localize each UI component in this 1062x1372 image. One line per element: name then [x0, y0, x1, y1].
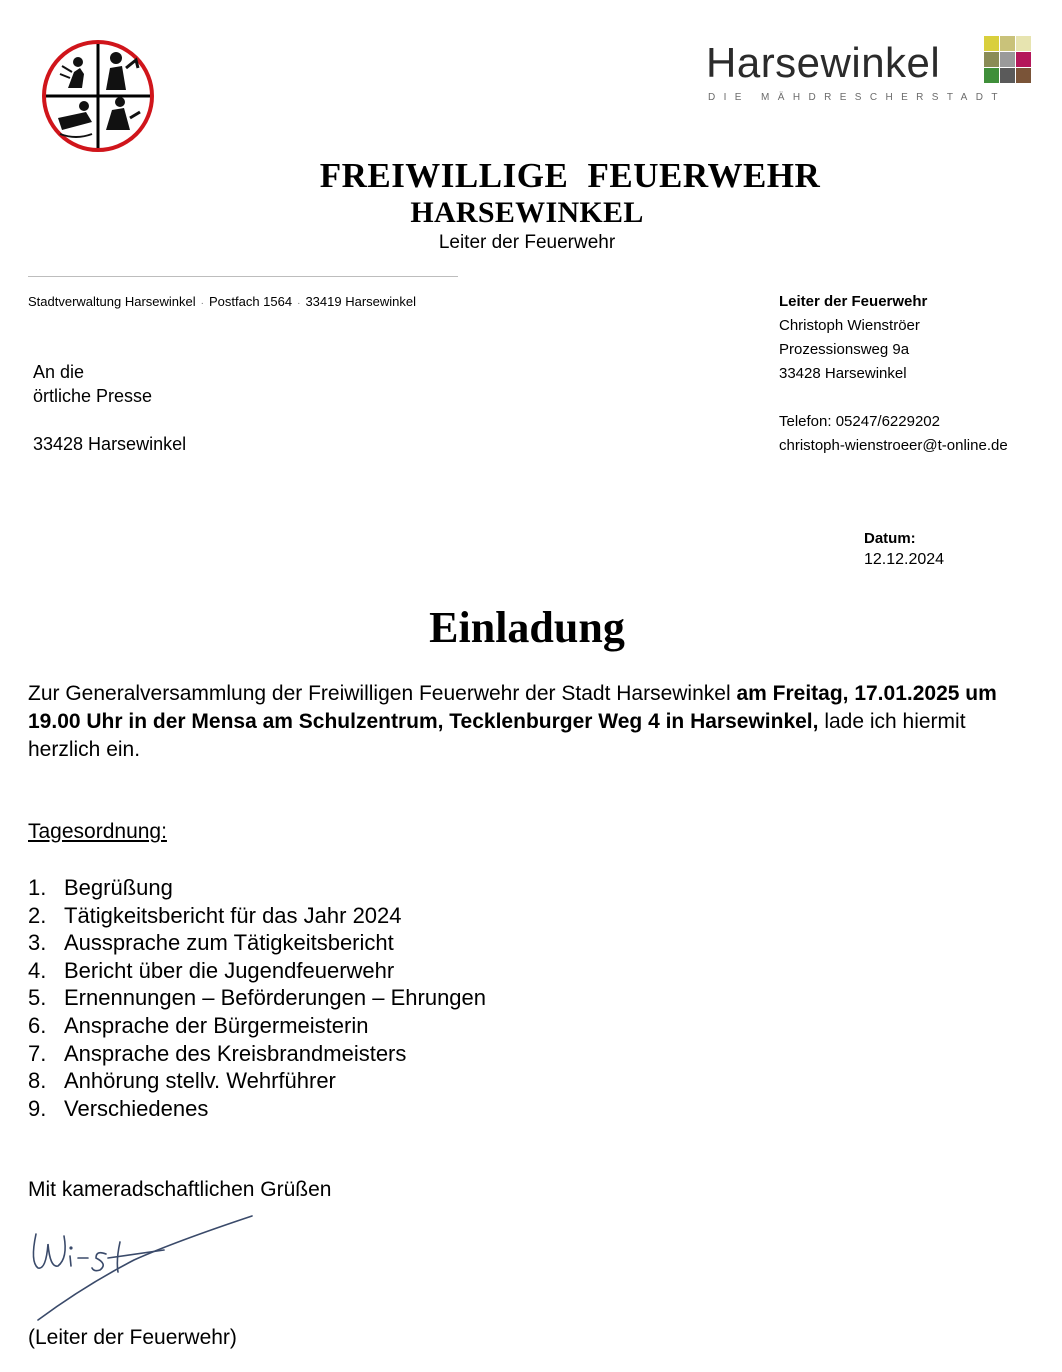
recipient-line: An die: [33, 362, 85, 382]
logo-square: [1000, 36, 1015, 51]
list-item: 7. Ansprache des Kreisbrandmeisters: [28, 1040, 407, 1066]
intro-text: Zur Generalversammlung der Freiwilligen Feuerwehr der Stadt Harsewinkel: [28, 682, 737, 705]
sender-address-line: [28, 294, 416, 309]
color-squares-icon: [984, 36, 1032, 84]
logo-square: [984, 36, 999, 51]
recipient-line: örtliche Presse: [33, 386, 153, 406]
handwritten-signature-icon: [24, 1212, 264, 1328]
agenda-list: [28, 874, 486, 1122]
intro-bold-text: am Freitag, 17.01.2025 um 19.00 Uhr in der Mensa am Schulzentrum, Tecklenburger Weg 4 in Harsewinkel,: [28, 682, 997, 733]
list-item: 9. Verschiedenes: [28, 1095, 209, 1121]
fire-brigade-emblem-icon: [40, 38, 156, 154]
list-item: 1. Begrüßung: [28, 875, 173, 900]
logo-square: [1016, 36, 1031, 51]
logo-square: [1000, 52, 1015, 67]
org-role: Leiter der Feuerwehr: [438, 232, 616, 253]
intro-text: lade ich hiermit herzlich ein.: [28, 710, 966, 761]
org-city: HARSEWINKEL: [410, 196, 644, 229]
list-item: 4. Bericht über die Jugendfeuerwehr: [28, 957, 395, 983]
list-item: 2. Tätigkeitsbericht für das Jahr 2024: [28, 902, 402, 928]
date-value: 12.12.2024: [864, 551, 945, 568]
list-item: 6. Ansprache der Bürgermeisterin: [28, 1012, 369, 1038]
logo-square: [984, 52, 999, 67]
sender-city: 33419 Harsewinkel: [305, 294, 417, 309]
city-logo: [706, 36, 1036, 108]
contact-title: Leiter der Feuerwehr: [779, 293, 928, 310]
contact-street: Prozessionsweg 9a: [779, 341, 910, 358]
header-divider: [28, 276, 458, 277]
logo-square: [984, 68, 999, 83]
org-name: FREIWILLIGE FEUERWEHR: [319, 156, 821, 195]
contact-email[interactable]: christoph-wienstroeer@t-online.de: [779, 437, 1008, 454]
date-block: [864, 528, 944, 570]
list-item: 5. Ernennungen – Beförderungen – Ehrungen: [28, 985, 487, 1011]
logo-square: [1016, 68, 1031, 83]
signer-role: (Leiter der Feuerwehr): [28, 1326, 237, 1349]
intro-paragraph: [28, 680, 1038, 764]
contact-block: [779, 290, 1008, 458]
list-item: 3. Aussprache zum Tätigkeitsbericht: [28, 930, 394, 956]
logo-square: [1000, 68, 1015, 83]
list-item: 8. Anhörung stellv. Wehrführer: [28, 1068, 336, 1094]
logo-square: [1016, 52, 1031, 67]
sender-postbox: Postfach 1564: [208, 294, 293, 309]
city-logo-tagline: DIE MÄHDRESCHERSTADT: [708, 92, 1006, 103]
separator: ·: [200, 298, 204, 309]
agenda-heading: Tagesordnung:: [28, 820, 167, 843]
contact-city: 33428 Harsewinkel: [779, 365, 907, 382]
contact-name: Christoph Wienströer: [779, 317, 920, 334]
recipient-line: 33428 Harsewinkel: [33, 434, 187, 454]
closing-greeting: Mit kameradschaftlichen Grüßen: [28, 1178, 332, 1201]
sender-org: Stadtverwaltung Harsewinkel: [28, 294, 196, 309]
contact-phone: Telefon: 05247/6229202: [779, 413, 940, 430]
recipient-address: [33, 360, 186, 456]
city-logo-name: Harsewinkel: [706, 39, 941, 86]
separator: ·: [297, 298, 301, 309]
date-label: Datum:: [864, 530, 916, 547]
document-title: Einladung: [429, 603, 625, 652]
